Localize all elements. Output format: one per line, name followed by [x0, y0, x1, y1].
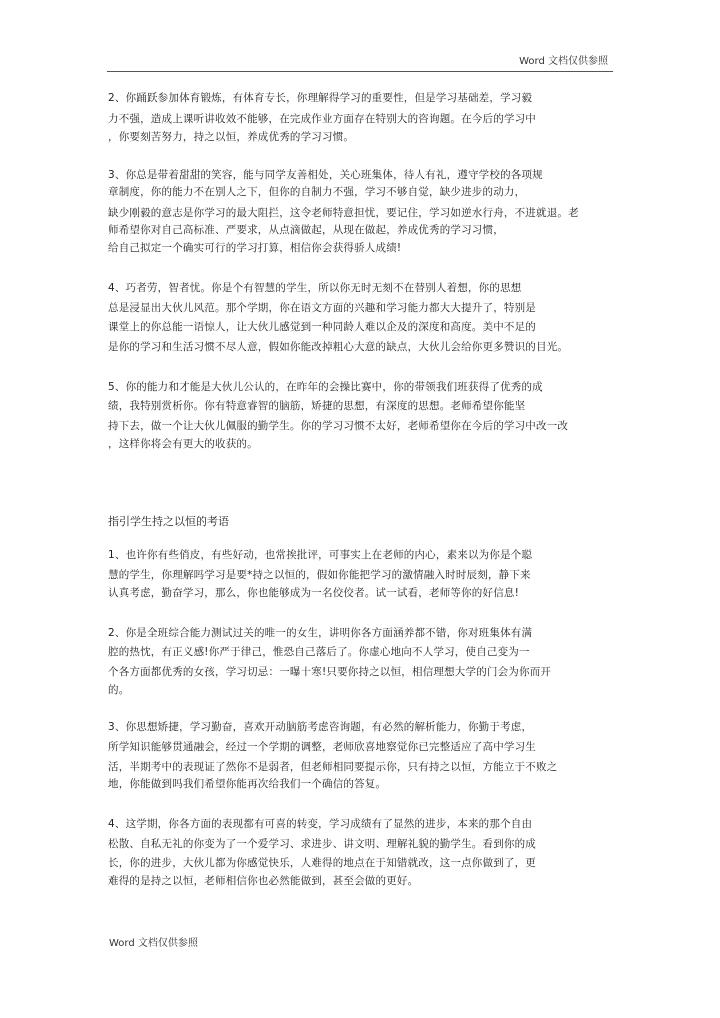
- p1-para2-line4: 师希望你对自己高标准、严要求，从点滴做起，从现在做起，养成优秀的学习习惯，: [108, 224, 504, 236]
- p2-para2-line4: 的。: [108, 684, 130, 696]
- p1-para1-line3: ，你要刻苦努力，持之以恒，养成优秀的学习习惯。: [108, 131, 355, 143]
- p1-para2-line3: 缺少刚毅的意志是你学习的最大阻拦，这令老师特意担忧，要记住，学习如逆水行舟，不进就退。老: [108, 207, 579, 219]
- p1-para3-line3: 课堂上的你总能一语惊人，让大伙儿感觉到一种同龄人难以企及的深度和高度。美中不足的: [108, 321, 536, 333]
- p1-para2-line1: 3、你总是带着甜甜的笑容，能与同学友善相处，关心班集体，待人有礼，遵守学校的各项规: [108, 169, 543, 181]
- p1-para1-line2: 力不强，造成上课听讲收效不能够，在完成作业方面存在特别大的咨询题。在今后的学习中: [108, 113, 536, 125]
- header-rule: [107, 71, 613, 72]
- p2-para1-line2: 慧的学生，你理解吗学习是要*持之以恒的，假如你能把学习的激情融入时时辰刻，静下来: [108, 569, 531, 581]
- p1-para2-line5: 给自己拟定一个确实可行的学习打算，相信你会获得骄人成绩!: [108, 242, 402, 254]
- p2-para2-line2: 腔的热忱，有正义感!你严于律己，惟恐自己落后了。你虚心地向不人学习，使自己变为一: [108, 646, 530, 658]
- p2-para2-line3: 个各方面都优秀的女孩，学习切忌：一曝十寒!只要你持之以恒，相信理想大学的门会为你而开: [108, 666, 552, 678]
- p2-para3-line2: 所学知识能够贯通融会，经过一个学期的调整，老师欣喜地察觉你已完整适应了高中学习生: [108, 741, 536, 753]
- p1-para4-line4: ，这样你将会有更大的收获的。: [108, 438, 258, 450]
- p1-para4-line2: 绩，我特别赏析你。你有特意睿智的脑筋，矫捷的思想，有深度的思想。老师希望你能坚: [108, 400, 526, 412]
- p1-para3-line1: 4、巧者劳，智者忧。你是个有智慧的学生，所以你无时无刻不在替别人着想，你的思想: [108, 282, 522, 294]
- p2-para2-line1: 2、你是全班综合能力测试过关的唯一的女生，讲明你各方面涵养都不错，你对班集体有满: [108, 627, 533, 639]
- page-footer: Word 文档仅供参照: [109, 938, 198, 949]
- p1-para4-line1: 5、你的能力和才能是大伙儿公认的，在昨年的会操比赛中，你的带领我们班获得了优秀的成: [108, 381, 543, 393]
- p1-para1-line1: 2、你踊跃参加体育锻炼，有体育专长，你理解得学习的重要性，但是学习基础差，学习毅: [108, 92, 533, 104]
- p1-para3-line4: 是你的学习和生活习惯不尽人意，假如你能改掉粗心大意的缺点，大伙儿会给你更多赞识的目光。: [108, 341, 569, 353]
- p2-para3-line3: 活，半期考中的表现证了然你不是弱者，但老师相同要提示你，只有持之以恒，方能立于不败之: [108, 761, 558, 773]
- p2-para3-line4: 地，你能做到吗我们希望你能再次给我们一个确信的答复。: [108, 778, 387, 790]
- p2-para3-line1: 3、你思想矫捷，学习勤奋，喜欢开动脑筋考虑咨询题，有必然的解析能力，你勤于考虑，: [108, 721, 533, 733]
- p2-para1-line3: 认真考虑，勤奋学习，那么，你也能够成为一名佼佼者。试一试看，老师等你的好信息!: [108, 587, 520, 599]
- section-title: 指引学生持之以恒的考语: [108, 515, 229, 528]
- p2-para4-line3: 长，你的进步，大伙儿都为你感觉快乐，人难得的地点在于知错就改，这一点你做到了，更: [108, 857, 536, 869]
- p2-para4-line1: 4、这学期，你各方面的表现都有可喜的转变，学习成绩有了显然的进步，本来的那个自由: [108, 818, 533, 830]
- page-header: Word 文档仅供参照: [519, 56, 608, 67]
- p1-para4-line3: 持下去，做一个让大伙儿佩服的勤学生。你的学习习惯不太好，老师希望你在今后的学习中改一改: [108, 420, 569, 432]
- p1-para3-line2: 总是浸显出大伙儿风范。那个学期，你在语文方面的兴趣和学习能力都大大提升了，特别是: [108, 302, 536, 314]
- p2-para1-line1: 1、也许你有些俏皮，有些好动，也常挨批评，可事实上在老师的内心，素来以为你是个聪: [108, 549, 533, 561]
- p1-para2-line2: 章制度，你的能力不在别人之下，但你的自制力不强，学习不够自觉，缺少进步的动力，: [108, 186, 526, 198]
- p2-para4-line4: 难得的是持之以恒，老师相信你也必然能做到，甚至会做的更好。: [108, 875, 419, 887]
- p2-para4-line2: 松散、自私无礼的你变为了一个爱学习、求进步、讲文明、理解礼貌的勤学生。看到你的成: [108, 838, 536, 850]
